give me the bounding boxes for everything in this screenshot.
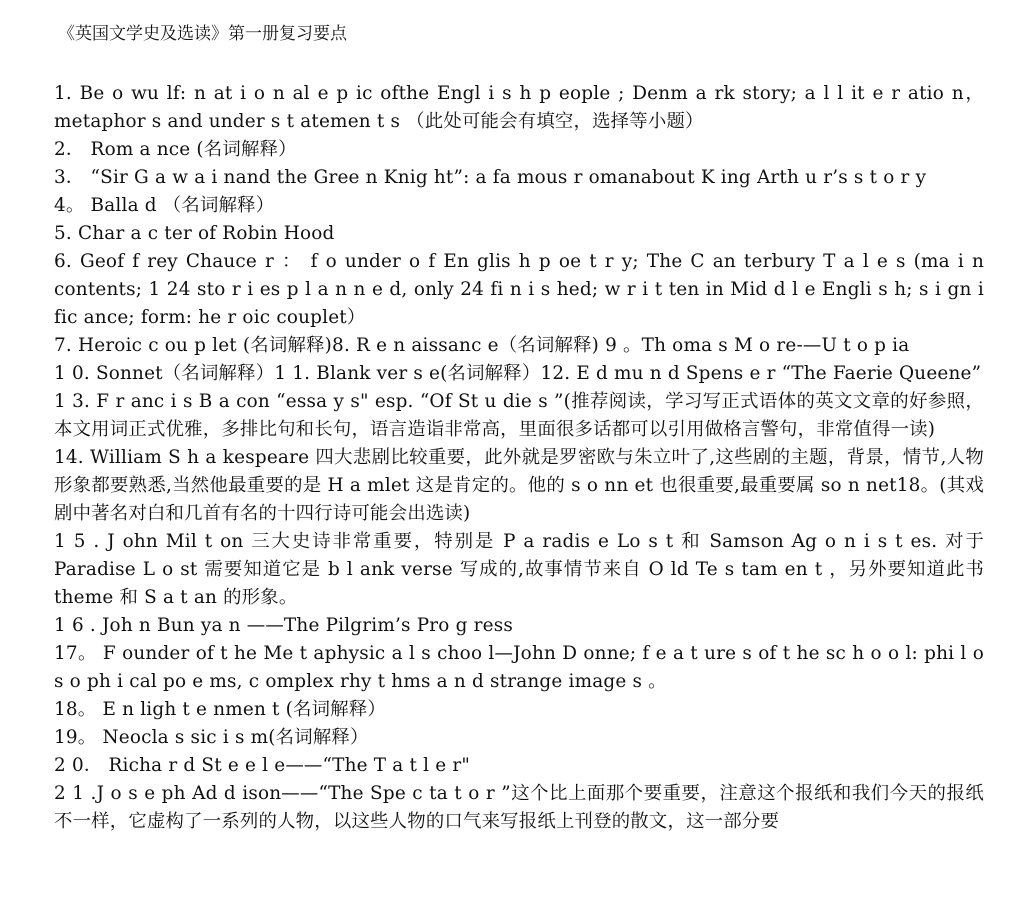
list-item-19: 19。 Neocla s sic i s m(名词解释） [54,727,369,748]
document-title: 《英国文学史及选读》第一册复习要点 [58,24,347,44]
list-item-21: 2 1 .J o s e ph Ad d ison——“The Spe c ta t o r ”这个比上面那个要重要，注意这个报纸和我们今天的报纸不一样，它虚构了一系列的人物，以这些人物的口气来写报纸上刊登的散文，这一部分要 [54,783,984,832]
list-item-6: 6. Geof f rey Chauce r ： f o under o f En glis h p oe t r y; The C an terbury T a l e s (ma i n contents; 1 24 sto r i es p l a n n e d, only 24 fi n i s hed; w r i t ten in Mid d l e Engli s h; s i gn i fic ance; form: he r oic couplet） [54,251,984,328]
list-item-14: 14. William S h a kespeare 四大悲剧比较重要，此外就是罗密欧与朱立叶了,这些剧的主题，背景，情节,人物形象都要熟悉,当然他最重要的是 H a mlet 这是肯定的。他的 s o nn et 也很重要,最重要属 so n net18。(其戏剧中著名对白和几首有名的十四行诗可能会出选读) [54,447,984,524]
list-item-18: 18。 E n ligh t e nmen t (名词解释） [54,699,387,720]
list-item-3: 3． “Sir G a w a i nand the Gree n Knig ht”: a fa mous r omanabout K ing Arth u r’s s t o r y [54,167,927,188]
list-item-4: 4。 Balla d （名词解释） [54,195,275,216]
list-item-5: 5. Char a c ter of Robin Hood [54,223,335,244]
list-item-15: 1 5 . J ohn Mil t on 三大史诗非常重要，特别是 P a radis e Lo s t 和 Samson Ag o n i s t es. 对于 Paradise L o st 需要知道它是 b l ank verse 写成的,故事情节来自 O ld Te s tam en t ，另外要知道此书 theme 和 S a t an 的形象。 [54,531,984,608]
list-item-1: 1. Be o wu lf: n at i o n al e p ic ofthe Engl i s h p eople ; Denm a rk story; a l l it e r atio n， metaphor s and under s t atemen t s （此处可能会有填空，选择等小题） [54,83,984,132]
list-item-20: 2 0． Richa r d St e e l e——“The T a t l e r" [54,755,471,776]
list-item-17: 17。 F ounder of t he Me t aphysic a l s choo l—John D onne; f e a t ure s of t he sc h o o l: phi l o s o ph i cal po e ms, c omplex rhy t hms a n d strange image s 。 [54,643,984,692]
list-item-16: 1 6 . Joh n Bun ya n ——The Pilgrim’s Pro g ress [54,615,513,636]
list-item-13: 1 3. F r anc i s B a con “essa y s" esp. “Of St u die s ”(推荐阅读，学习写正式语体的英文文章的好参照，本文用词正式优雅，多排比句和长句，语言造诣非常高，里面很多话都可以引用做格言警句，非常值得一读) [54,391,984,440]
document-body [54,80,984,836]
list-item-2: 2． Rom a nce (名词解释） [54,139,297,160]
list-item-7-9: 7. Heroic c ou p let (名词解释)8. R e n aissanc e（名词解释) 9 。Th oma s M o re-—U t o p ia [54,335,910,356]
list-item-10-12: 1 0. Sonnet（名词解释）1 1. Blank ver s e(名词解释）12. E d mu n d Spens e r “The Faerie Queene” [54,363,982,384]
